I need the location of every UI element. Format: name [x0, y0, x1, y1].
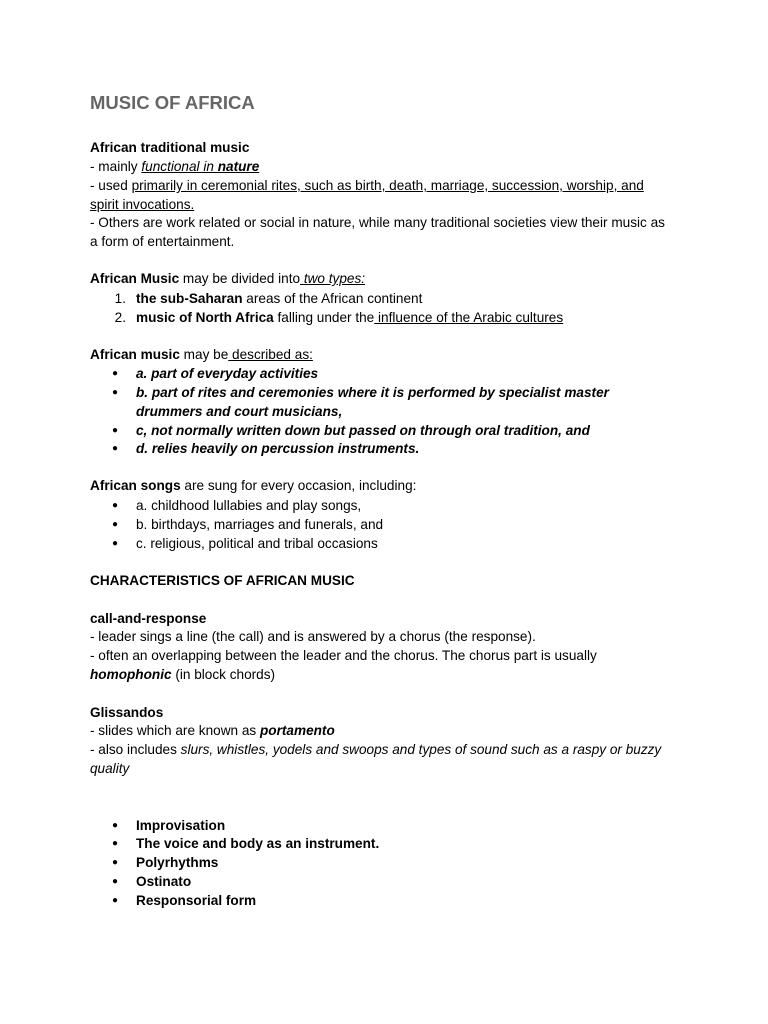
page-title: MUSIC OF AFRICA	[90, 92, 255, 113]
bullet-icon: ●	[112, 443, 119, 454]
bullet-icon: ●	[112, 387, 119, 398]
section-heading-described: African music may be described as:	[90, 347, 313, 362]
traditional-line-4: - Others are work related or social in nature, while many traditional societies view their music as	[90, 215, 665, 230]
call-response-line-1: - leader sings a line (the call) and is answered by a chorus (the response).	[90, 629, 536, 644]
bullet-icon: ●	[112, 519, 119, 530]
bullet-icon: ●	[112, 876, 119, 887]
glissandos-line-2: - also includes slurs, whistles, yodels and swoops and types of sound such as a raspy or buzzy	[90, 742, 662, 757]
glissandos-line-1: - slides which are known as portamento	[90, 723, 335, 738]
section-heading-traditional: African traditional music	[90, 140, 250, 155]
call-response-line-3: homophonic (in block chords)	[90, 667, 276, 682]
subheading-glissandos: Glissandos	[90, 705, 164, 720]
traditional-line-1: - mainly functional in nature	[90, 159, 260, 174]
section-heading-types: African Music may be divided into two types:	[90, 271, 366, 286]
traditional-line-3: spirit invocations.	[90, 197, 195, 212]
bullet-icon: ●	[112, 538, 119, 549]
bullet-icon: ●	[112, 368, 119, 379]
document-page: MUSIC OF AFRICA African traditional music - mainly functional in nature - used primarily in ceremonial rites, such as birth, death, marriage, succession, worship, and spirit invocations. - Others are work related or social in nature, while many traditional societies view their music as a form of entertainment. African Music may be divided into two types: 1. the sub-Saharan areas of the African continent 2. music of North Africa falling under the influence of the Arabic cultures African music may be described as: ● a. part of everyday activities ● b. part of rites and ceremonies where it is performed by specialist master drummers and court musicians, ● c, not normally written down but passed on through oral tradition, and ● d. relies heavily on percussion instruments. African songs are sung for every occasion, including: ● a. childhood lullabies and play songs, ● b. birthdays, marriages and funerals, and ● c. religious, political and tribal occasions CHARACTERISTICS OF AFRICAN MUSIC call-and-response - leader sings a line (the call) and is answered by a chorus (the response). - often an overlapping between the leader and the chorus. The chorus part is usually homophonic (in block chords) Glissandos - slides which are known as portamento - also includes slurs, whistles, yodels and swoops and types of sound such as a raspy or buzzy quality ● Improvisation ● The voice and body as an instrument. ● Polyrhythms ● Ostinato ● Responsorial form	[90, 92, 665, 908]
bullet-icon: ●	[112, 425, 119, 436]
traditional-line-5: a form of entertainment.	[90, 234, 235, 249]
traditional-line-2: - used primarily in ceremonial rites, such as birth, death, marriage, succession, worship, and	[90, 178, 644, 193]
subheading-call-and-response: call-and-response	[90, 611, 207, 626]
section-heading-characteristics: CHARACTERISTICS OF AFRICAN MUSIC	[90, 573, 355, 588]
bullet-icon: ●	[112, 500, 119, 511]
glissandos-line-3: quality	[90, 761, 130, 776]
bullet-icon: ●	[112, 820, 119, 831]
bullet-icon: ●	[112, 895, 119, 906]
bullet-icon: ●	[112, 857, 119, 868]
bullet-icon: ●	[112, 838, 119, 849]
section-heading-songs: African songs are sung for every occasion, including:	[90, 478, 417, 493]
call-response-line-2: - often an overlapping between the leader and the chorus. The chorus part is usually	[90, 648, 597, 663]
